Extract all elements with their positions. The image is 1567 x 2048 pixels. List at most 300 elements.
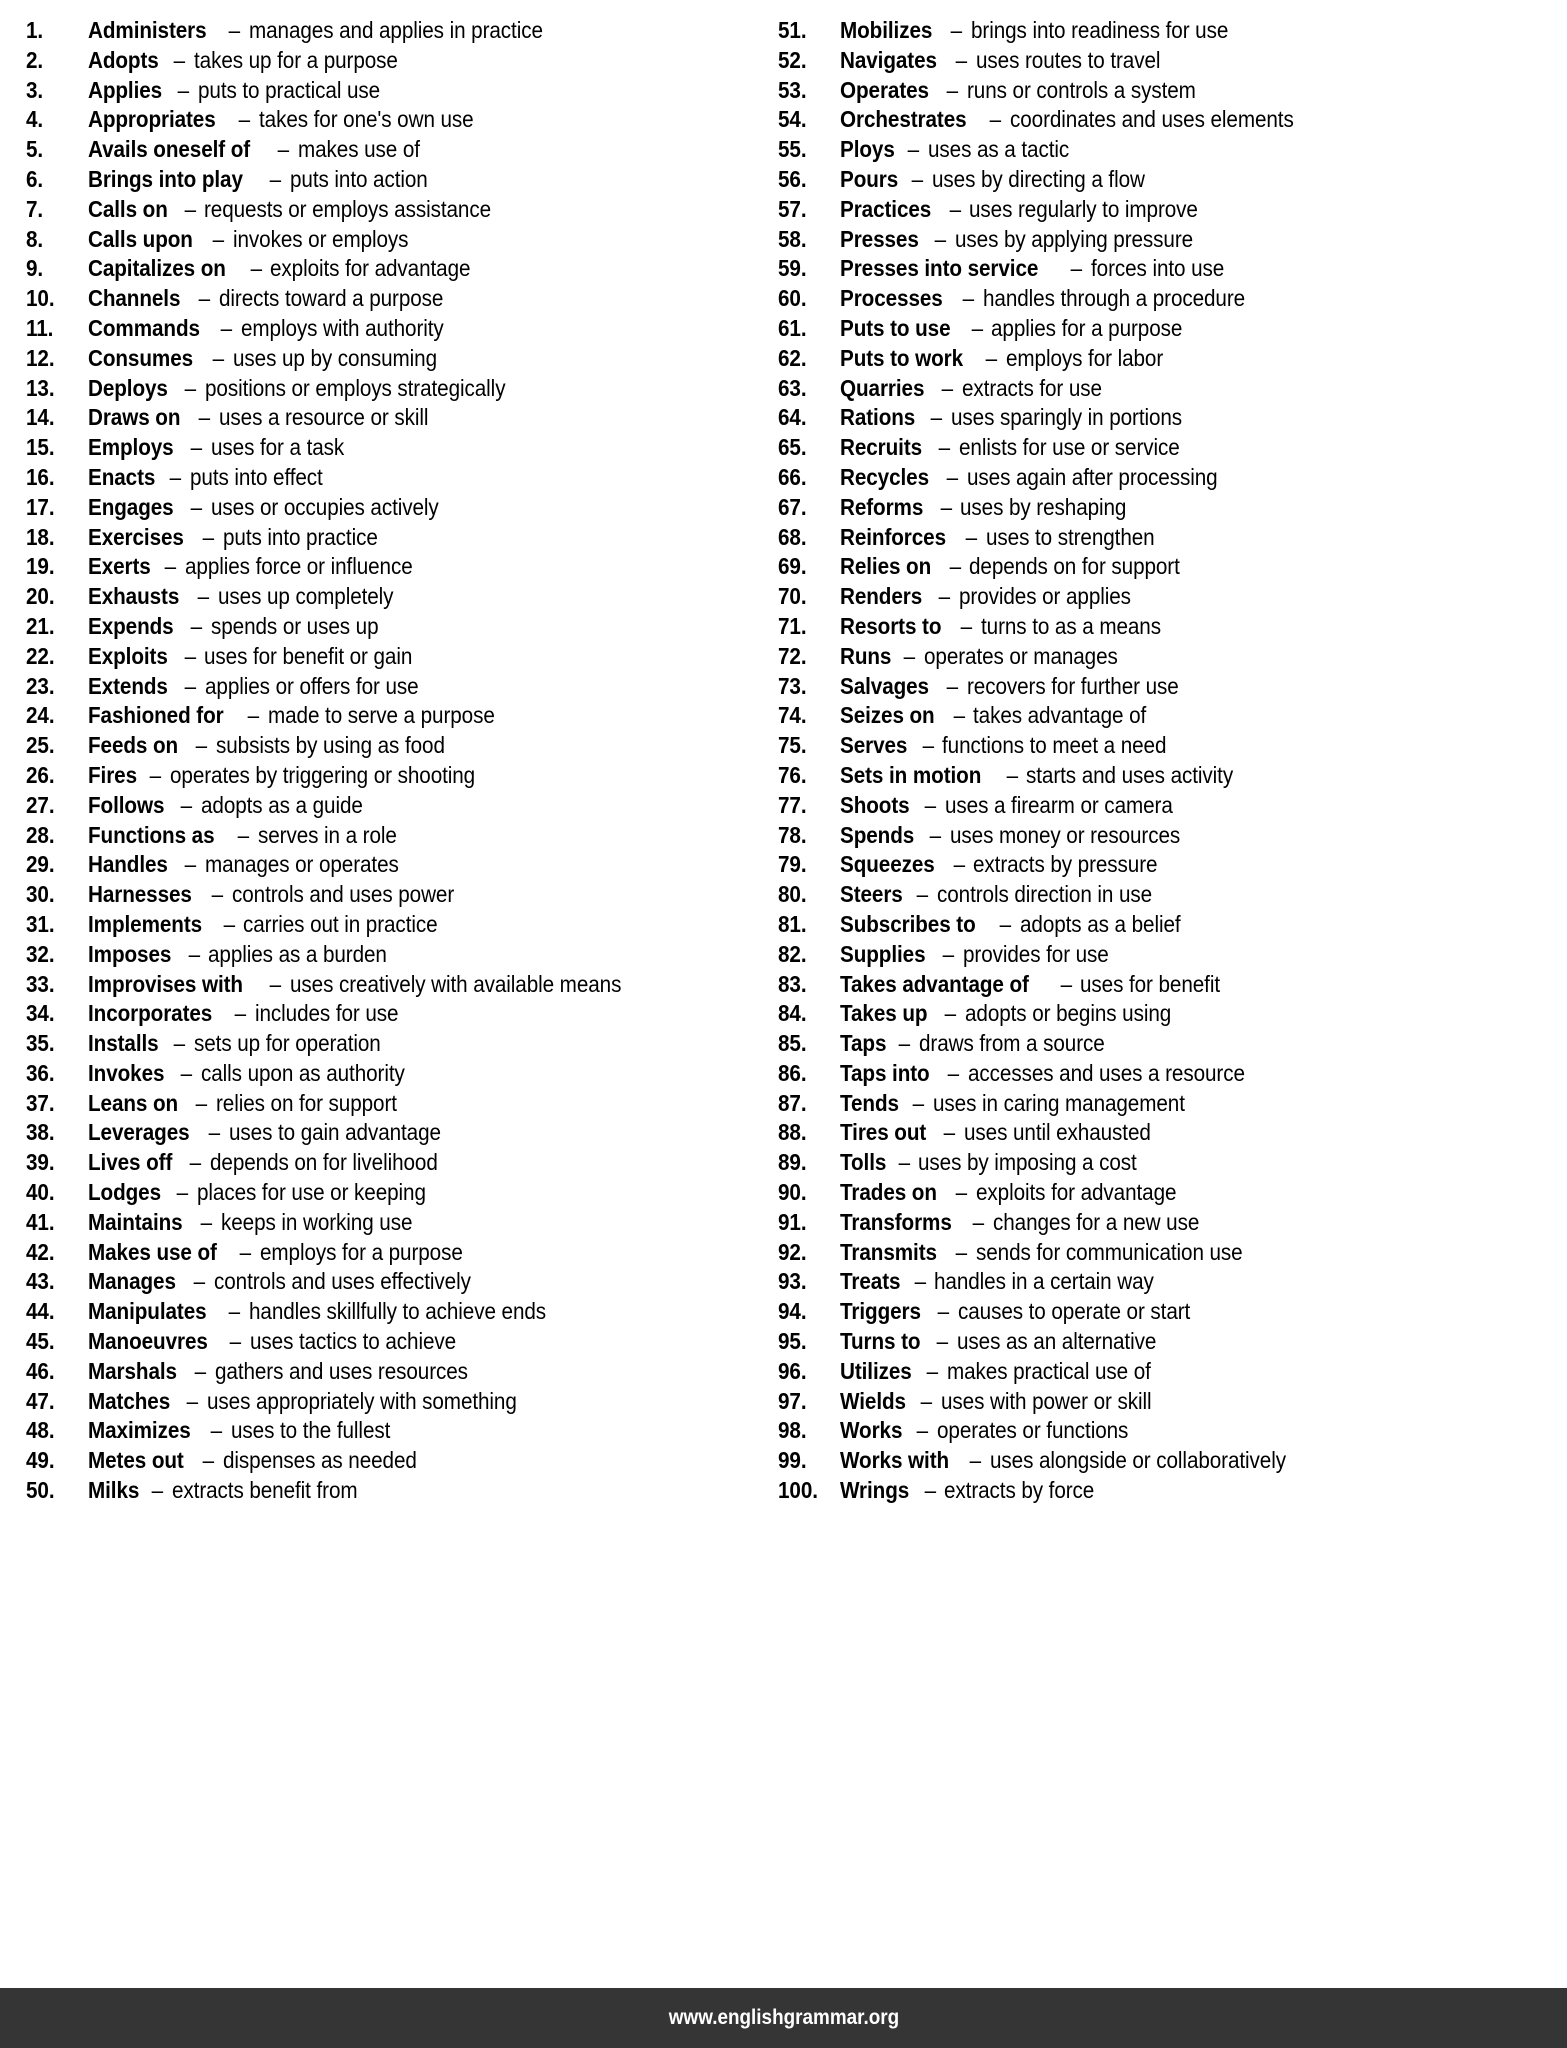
list-item-number: 75. [778,732,807,759]
list-item-content [88,433,362,463]
list-item [778,463,1567,493]
list-item-separator: – [170,1179,194,1206]
list-item-content [840,1387,1180,1417]
list-item-term: Triggers [840,1298,921,1325]
list-item-number: 82. [778,940,807,967]
list-item-number: 26. [26,761,55,788]
list-item-content [88,523,399,553]
list-item-separator: – [950,46,973,73]
list-item-number: 5. [26,136,44,163]
list-item-definition: depends on for support [969,553,1181,580]
list-item-number: 56. [778,165,807,192]
list-item-term: Capitalizes on [88,255,226,282]
list-item-number: 100. [778,1477,818,1504]
list-item-separator: – [185,612,208,639]
list-item-definition: sends for communication use [975,1238,1243,1265]
list-item-term: Harnesses [88,881,192,908]
list-item-separator: – [943,195,967,222]
list-item-number: 53. [778,76,807,103]
list-item-definition: uses to the fullest [230,1417,390,1444]
list-item-term: Serves [840,732,908,759]
list-item-term: Incorporates [88,1000,213,1027]
list-item [778,999,1567,1029]
list-item-separator: – [174,1059,198,1086]
list-item-separator: – [898,642,922,669]
list-item-separator: – [244,255,268,282]
list-item-number: 55. [778,136,807,163]
list-item-definition: uses for a task [211,434,345,461]
list-item-term: Presses [840,225,919,252]
list-item-term: Matches [88,1387,171,1414]
list-item-content [840,135,1088,165]
list-item-separator: – [910,1417,934,1444]
list-item [778,1208,1567,1238]
list-item-number: 68. [778,523,807,550]
list-item-term: Rations [840,404,916,431]
list-item-content [88,46,426,76]
list-item-number: 34. [26,1000,55,1027]
list-item-separator: – [950,1238,973,1265]
list-item-definition: adopts as a guide [200,791,363,818]
list-item-term: Trades on [840,1179,937,1206]
list-item-content [88,1089,422,1119]
list-item [778,940,1567,970]
list-item-number: 98. [778,1417,807,1444]
list-item-separator: – [217,910,241,937]
list-item-content [88,1238,491,1268]
list-item-content [88,1446,443,1476]
list-item [778,314,1567,344]
list-item-content [88,493,470,523]
list-item-separator: – [222,1298,246,1325]
list-item [778,284,1567,314]
list-item-content [88,403,457,433]
list-item-definition: uses as an alternative [957,1328,1157,1355]
list-item-content [88,552,444,582]
list-item-separator: – [925,404,949,431]
list-item-number: 79. [778,851,807,878]
list-item-definition: causes to operate or start [957,1298,1190,1325]
list-item-term: Manipulates [88,1298,207,1325]
list-item-number: 11. [26,314,54,341]
site-url: www.englishgrammar.org [668,2006,899,2029]
list-item [778,195,1567,225]
list-item-number: 31. [26,910,55,937]
list-item-number: 95. [778,1328,807,1355]
list-item [778,1118,1567,1148]
list-item-separator: – [191,583,215,610]
list-item-definition: requests or employs assistance [204,195,492,222]
list-item-content [88,463,341,493]
list-item-definition: uses for benefit or gain [204,642,413,669]
list-item-definition: takes advantage of [973,702,1147,729]
list-item-content [840,940,1129,970]
list-item-term: Processes [840,285,943,312]
list-item [26,105,760,135]
list-item-number: 18. [26,523,55,550]
list-item-content [840,16,1263,46]
list-item [778,46,1567,76]
list-item-term: Steers [840,881,903,908]
list-item-content [88,195,531,225]
list-item-content [840,195,1229,225]
list-item-separator: – [956,285,980,312]
list-item [778,642,1567,672]
list-item-separator: – [935,374,959,401]
list-item [26,701,760,731]
list-item-term: Navigates [840,46,937,73]
list-item-number: 15. [26,434,55,461]
list-item [26,1476,760,1506]
list-item-definition: accesses and uses a resource [967,1059,1245,1086]
list-item-content [840,76,1227,106]
list-item-content [840,850,1183,880]
list-item-content [840,1089,1219,1119]
list-item-term: Administers [88,17,207,43]
list-item-separator: – [207,225,230,252]
list-item-definition: brings into readiness for use [970,17,1228,43]
list-item [778,970,1567,1000]
list-item-term: Avails oneself of [88,136,251,163]
list-item-definition: uses or occupies actively [211,493,439,520]
list-item-separator: – [207,344,231,371]
list-item-content [88,1357,502,1387]
list-item-content [840,612,1186,642]
list-item-content [88,254,498,284]
right-column [760,0,1567,1506]
list-item [778,344,1567,374]
list-item-definition: takes for one's own use [258,106,474,133]
list-item-term: Consumes [88,344,194,371]
list-item-separator: – [185,493,208,520]
list-item-term: Handles [88,851,168,878]
list-item-content [840,1208,1227,1238]
list-item-separator: – [183,1149,207,1176]
list-item-content [88,1148,468,1178]
list-item-content [840,1029,1130,1059]
list-item-definition: puts to practical use [198,76,381,103]
list-item [26,16,760,46]
list-item-definition: exploits for advantage [975,1179,1177,1206]
list-item-number: 64. [778,404,807,431]
list-item-term: Deploys [88,374,168,401]
list-item [778,731,1567,761]
list-item-definition: uses to gain advantage [229,1119,442,1146]
list-item-term: Commands [88,314,200,341]
list-item [26,1446,760,1476]
list-item-separator: – [979,344,1003,371]
list-item-definition: manages and applies in practice [248,17,543,43]
list-item-number: 39. [26,1149,55,1176]
list-item-definition: uses tactics to achieve [249,1328,456,1355]
list-item-definition: draws from a source [918,1030,1105,1057]
list-item-term: Utilizes [840,1357,912,1384]
list-item-term: Appropriates [88,106,216,133]
list-item-separator: – [947,702,971,729]
list-item-content [88,910,464,940]
list-item [26,1089,760,1119]
list-item-number: 3. [26,76,44,103]
list-item-number: 35. [26,1030,55,1057]
list-item [26,552,760,582]
list-item-content [88,105,503,135]
list-item [26,970,760,1000]
list-item-definition: starts and uses activity [1026,761,1234,788]
list-item-definition: uses regularly to improve [969,195,1199,222]
list-item [778,910,1567,940]
list-item-content [840,672,1207,702]
list-item-separator: – [965,314,989,341]
list-item-content [88,940,412,970]
list-item-number: 9. [26,255,44,282]
list-item-term: Employs [88,434,174,461]
list-item-term: Takes advantage of [840,970,1029,997]
list-item [26,374,760,404]
list-item [26,940,760,970]
list-item-separator: – [172,76,195,103]
list-item-number: 60. [778,285,807,312]
list-item-number: 27. [26,791,55,818]
list-item-term: Runs [840,642,892,669]
list-item [778,552,1567,582]
list-item-separator: – [906,1089,930,1116]
list-item-separator: – [1065,255,1089,282]
list-item [778,1029,1567,1059]
list-item-separator: – [892,1030,916,1057]
list-item-separator: – [924,821,948,848]
list-item-separator: – [196,1447,220,1474]
list-item-definition: extracts by force [944,1477,1095,1504]
list-item-number: 74. [778,702,807,729]
list-item-definition: operates by triggering or shooting [169,761,475,788]
list-item-definition: calls upon as authority [200,1059,405,1086]
list-item-term: Exerts [88,553,151,580]
list-item-number: 6. [26,165,44,192]
list-item-content [840,1059,1282,1089]
list-item-number: 71. [778,612,807,639]
list-item [26,642,760,672]
list-item-content [88,225,432,255]
list-item-term: Manoeuvres [88,1328,208,1355]
list-item-term: Fires [88,761,137,788]
list-item-term: Ploys [840,136,895,163]
list-item-content [840,1357,1179,1387]
list-item-definition: applies or offers for use [204,672,419,699]
list-item [26,344,760,374]
list-item-definition: employs with authority [241,314,444,341]
list-item-term: Marshals [88,1357,177,1384]
list-item-content [840,314,1209,344]
list-item-definition: operates or manages [924,642,1118,669]
list-item-separator: – [921,1357,945,1384]
list-item-definition: extracts for use [961,374,1102,401]
list-item-content [840,731,1197,761]
list-item-term: Makes use of [88,1238,217,1265]
list-item-content [88,672,447,702]
list-item [26,314,760,344]
list-item [26,1148,760,1178]
list-item [26,1357,760,1387]
list-item-separator: – [906,165,929,192]
list-item-definition: employs for labor [1005,344,1163,371]
list-item-term: Transmits [840,1238,937,1265]
list-item [26,1208,760,1238]
list-item [778,165,1567,195]
list-item-separator: – [943,553,967,580]
list-item [778,225,1567,255]
list-item-separator: – [234,1238,258,1265]
list-item [26,1267,760,1297]
list-item-separator: – [174,791,198,818]
list-item-content [88,850,425,880]
list-item-term: Manages [88,1268,176,1295]
list-item-separator: – [960,523,984,550]
list-item [778,1059,1567,1089]
list-item-separator: – [941,1059,965,1086]
list-item-definition: positions or employs strategically [204,374,505,401]
list-item [26,850,760,880]
list-item-definition: made to serve a purpose [267,702,495,729]
list-item-definition: controls and uses power [231,881,454,908]
list-item-number: 57. [778,195,807,222]
list-item-content [840,1297,1222,1327]
list-item-number: 10. [26,285,55,312]
list-item-definition: keeps in working use [221,1208,413,1235]
list-item-number: 59. [778,255,807,282]
list-item-definition: exploits for advantage [270,255,471,282]
list-item-term: Taps [840,1030,887,1057]
list-item [778,16,1567,46]
list-item-definition: coordinates and uses elements [1009,106,1294,133]
list-item-definition: adopts or begins using [965,1000,1172,1027]
list-item-separator: – [263,165,287,192]
list-item-content [88,1267,506,1297]
list-item-term: Squeezes [840,851,935,878]
list-item-content [840,552,1209,582]
list-item-definition: applies force or influence [185,553,413,580]
list-item [26,135,760,165]
list-item [26,254,760,284]
list-item-content [88,1387,559,1417]
list-item-content [88,1327,484,1357]
list-item-definition: invokes or employs [232,225,409,252]
list-item-term: Wrings [840,1477,910,1504]
list-item [26,165,760,195]
list-item-number: 19. [26,553,55,580]
list-item-separator: – [215,314,238,341]
list-item-separator: – [963,1447,987,1474]
list-item-separator: – [937,940,960,967]
list-item-definition: puts into action [289,165,428,192]
list-item-definition: places for use or keeping [196,1179,426,1206]
list-item-content [88,642,441,672]
list-item-separator: – [222,17,246,43]
list-item-separator: – [178,672,202,699]
list-item-separator: – [933,583,957,610]
list-item [26,403,760,433]
list-item-content [840,582,1155,612]
list-item-number: 43. [26,1268,55,1295]
list-item [26,1118,760,1148]
list-item-definition: puts into effect [190,463,324,490]
list-item-separator: – [164,463,188,490]
list-item-separator: – [203,1119,227,1146]
list-item [778,1089,1567,1119]
list-item-term: Adopts [88,46,159,73]
list-item-definition: dispenses as needed [222,1447,417,1474]
list-item [778,433,1567,463]
list-item-content [840,880,1181,910]
list-item-term: Draws on [88,404,181,431]
list-item [26,1327,760,1357]
list-item-term: Calls on [88,195,168,222]
list-item-content [840,523,1178,553]
left-column-list [26,16,760,1506]
list-item-number: 46. [26,1357,55,1384]
list-item-content [88,821,415,851]
list-item-number: 90. [778,1179,807,1206]
list-item-definition: gathers and uses resources [214,1357,468,1384]
list-item-separator: – [233,106,256,133]
list-item [26,225,760,255]
list-item-content [840,284,1280,314]
list-item-separator: – [941,672,964,699]
list-item-separator: – [931,1328,955,1355]
list-item-number: 83. [778,970,807,997]
list-item-number: 13. [26,374,55,401]
list-item-number: 54. [778,106,807,133]
list-item-term: Fashioned for [88,702,224,729]
list-item-content [88,999,418,1029]
list-item [26,999,760,1029]
list-item-term: Functions as [88,821,215,848]
list-item-separator: – [190,1089,214,1116]
list-item [778,672,1567,702]
list-item-content [88,1416,411,1446]
list-item-term: Renders [840,583,923,610]
list-item-term: Taps into [840,1059,930,1086]
list-item-term: Operates [840,76,929,103]
list-item-term: Reforms [840,493,924,520]
list-item-number: 80. [778,881,807,908]
list-item [778,105,1567,135]
list-item-number: 96. [778,1357,807,1384]
list-item-definition: uses again after processing [966,463,1218,490]
list-item-number: 8. [26,225,44,252]
list-item-separator: – [916,732,940,759]
list-item-number: 4. [26,106,44,133]
list-item-number: 32. [26,940,55,967]
list-item-number: 62. [778,344,807,371]
list-item-number: 51. [778,17,807,43]
list-item-content [840,46,1185,76]
list-item-content [840,165,1174,195]
list-item-definition: relies on for support [216,1089,398,1116]
list-item [26,1029,760,1059]
list-item [778,523,1567,553]
list-item [778,1267,1567,1297]
list-item-definition: recovers for further use [966,672,1179,699]
list-item-definition: extracts by pressure [973,851,1158,878]
list-item-definition: uses by directing a flow [931,165,1145,192]
list-item-content [840,1238,1279,1268]
list-item-term: Transforms [840,1208,952,1235]
list-item-content [88,135,437,165]
list-item-content [840,761,1262,791]
list-item-definition: enlists for use or service [959,434,1180,461]
list-item-content [88,791,384,821]
list-item [778,1297,1567,1327]
